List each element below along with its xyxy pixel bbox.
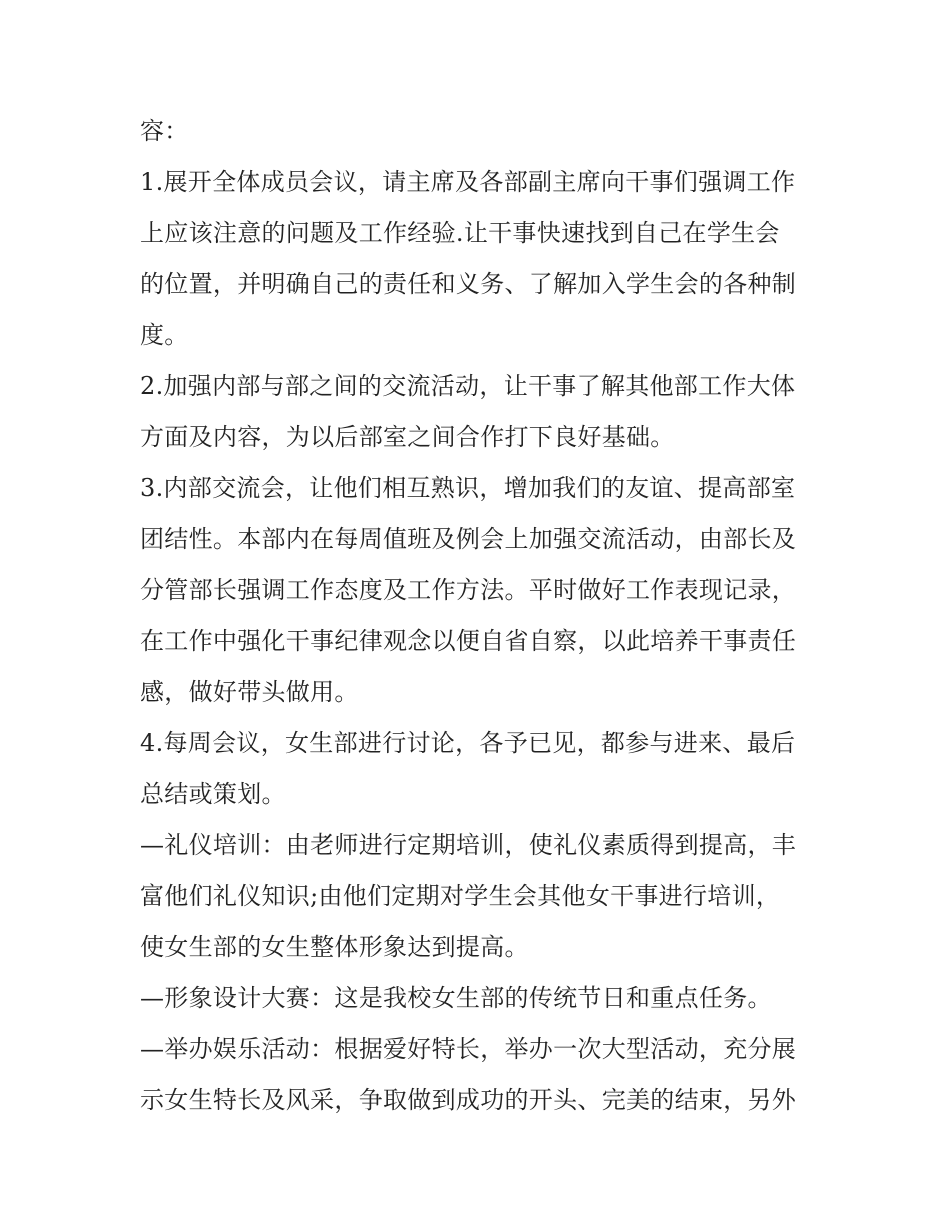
text-line: 度。	[140, 321, 189, 349]
text-line: 在工作中强化干事纪律观念以便自省自察，以此培养干事责任	[140, 627, 797, 655]
text-line: —形象设计大赛：这是我校女生部的传统节日和重点任务。	[140, 984, 772, 1012]
text-line: 4.每周会议，女生部进行讨论，各予已见，都参与进来、最后	[140, 729, 796, 757]
text-line: 使女生部的女生整体形象达到提高。	[140, 933, 529, 961]
text-line: 感，做好带头做用。	[140, 678, 359, 706]
text-line: 上应该注意的问题及工作经验.让干事快速找到自己在学生会	[140, 219, 780, 247]
text-line: 方面及内容，为以后部室之间合作打下良好基础。	[140, 423, 675, 451]
text-line: 3.内部交流会，让他们相互熟识，增加我们的友谊、提高部室	[140, 474, 796, 502]
text-line: 容：	[140, 117, 189, 145]
document-body	[140, 106, 830, 1126]
text-line: 示女生特长及风采，争取做到成功的开头、完美的结束，另外	[140, 1086, 797, 1114]
text-line: 1.展开全体成员会议，请主席及各部副主席向干事们强调工作	[140, 168, 796, 196]
text-line: 总结或策划。	[140, 780, 286, 808]
text-line: —举办娱乐活动：根据爱好特长，举办一次大型活动，充分展	[140, 1035, 797, 1063]
text-line: 2.加强内部与部之间的交流活动，让干事了解其他部工作大体	[140, 372, 796, 400]
text-line: 分管部长强调工作态度及工作方法。平时做好工作表现记录，	[140, 576, 797, 604]
text-line: —礼仪培训：由老师进行定期培训，使礼仪素质得到提高，丰	[140, 831, 797, 859]
text-line: 的位置，并明确自己的责任和义务、了解加入学生会的各种制	[140, 270, 797, 298]
text-line: 富他们礼仪知识;由他们定期对学生会其他女干事进行培训，	[140, 882, 781, 910]
text-line: 团结性。本部内在每周值班及例会上加强交流活动，由部长及	[140, 525, 797, 553]
